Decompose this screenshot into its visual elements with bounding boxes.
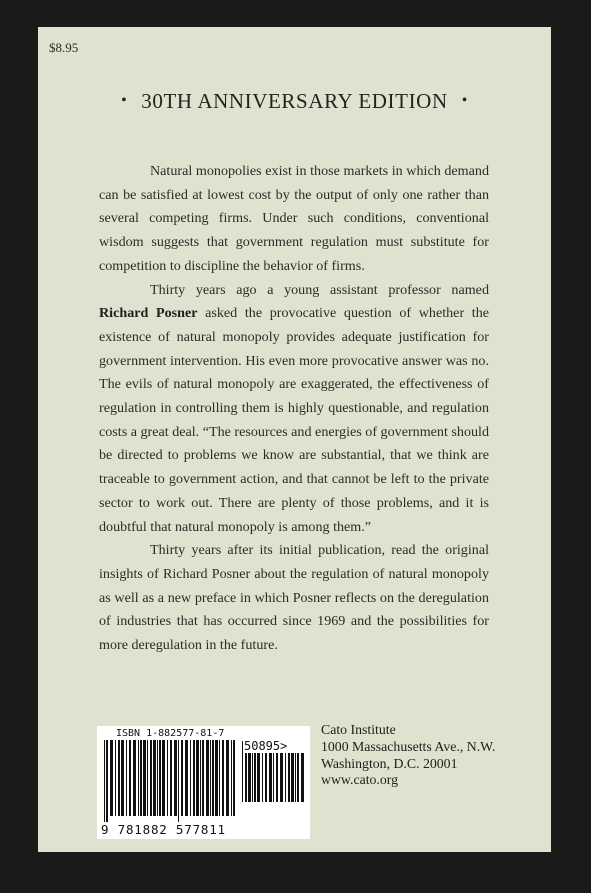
blurb-paragraph-2 bbox=[99, 279, 489, 540]
barcode-bar bbox=[138, 740, 139, 816]
barcode-bar bbox=[106, 740, 108, 822]
barcode-bar bbox=[215, 740, 218, 816]
barcode-bar bbox=[185, 740, 188, 816]
paragraph-2-rest: asked the provocative question of whether the existence of natural monopoly provides adequate justification for government intervention. His even more provocative answer was no. The evils of natural monopoly are exaggerated, the effectiveness of regulation in controlling them is highly questionable, and regulation costs a great deal. “The resources and energies of government should be directed to problems we know are substantial, that we think are traceable to government action, and that cannot be left to the private sector to work out. There are plenty of those problems, and it is doubtful that natural monopoly is among them.” bbox=[99, 305, 490, 535]
barcode-bar bbox=[226, 740, 229, 816]
barcode-bar bbox=[212, 740, 214, 816]
barcode-bar bbox=[115, 740, 116, 816]
barcode-bar bbox=[233, 740, 235, 816]
edition-title: 30TH ANNIVERSARY EDITION bbox=[141, 89, 448, 113]
barcode-bar bbox=[206, 740, 209, 816]
barcode-bar bbox=[167, 740, 168, 816]
barcode-bar bbox=[202, 740, 204, 816]
barcode-bar bbox=[110, 740, 113, 816]
barcode-bar bbox=[121, 740, 124, 816]
publisher-website: www.cato.org bbox=[321, 772, 399, 788]
publisher-name: Cato Institute bbox=[321, 722, 396, 737]
barcode-bar bbox=[143, 740, 146, 816]
barcode-bar bbox=[140, 740, 142, 816]
barcode-bar bbox=[210, 740, 211, 816]
barcode-bar bbox=[157, 740, 158, 816]
blurb bbox=[99, 160, 489, 658]
edition-heading bbox=[38, 89, 551, 114]
author-name: Richard Posner bbox=[99, 305, 198, 322]
barcode-bar bbox=[129, 740, 131, 816]
price-barcode-bars bbox=[242, 741, 304, 823]
paragraph-2-lead: Thirty years ago a young assistant professor named bbox=[150, 281, 489, 298]
bullet-right: • bbox=[461, 92, 468, 109]
barcode-bar bbox=[174, 740, 177, 816]
barcode-bar bbox=[133, 740, 136, 816]
barcode-bar bbox=[162, 740, 165, 816]
back-cover bbox=[38, 27, 551, 852]
publisher-street: 1000 Massachusetts Ave., N.W. bbox=[321, 738, 496, 754]
barcode-bar bbox=[242, 741, 243, 802]
barcode-bar bbox=[190, 740, 191, 816]
barcode-bar bbox=[181, 740, 183, 816]
publisher-city: Washington, D.C. 20001 bbox=[321, 755, 458, 771]
barcode-bar bbox=[222, 740, 224, 816]
barcode-bar bbox=[118, 740, 120, 816]
barcode-bar bbox=[150, 740, 152, 816]
isbn-barcode-block bbox=[97, 726, 310, 839]
barcode-bar bbox=[196, 740, 199, 816]
barcode-bar bbox=[200, 740, 201, 816]
bullet-left: • bbox=[121, 92, 128, 109]
blurb-paragraph-3: Thirty years after its initial publication, read the original insights of Richard Posner about the regulation of natural monopoly as well as a new preface in which Posner reflects on the deregulation of industries that has occurred since 1969 and the possibilities for more deregulation in the future. bbox=[99, 542, 489, 654]
barcode-bar bbox=[170, 740, 172, 816]
price-label: $8.95 bbox=[49, 40, 79, 55]
barcode-bar bbox=[159, 740, 161, 816]
barcode-bar bbox=[104, 740, 105, 822]
blurb-paragraph-1: Natural monopolies exist in those markets in which demand can be satisfied at lowest cost by the output of only one rather than several competing firms. Under such conditions, conventional wisdom suggests that government regulation must substitute for competition to discipline the behavior of firms. bbox=[99, 163, 489, 274]
ean-number: 9 781882 577811 bbox=[101, 822, 226, 837]
price-code: 50895> bbox=[244, 739, 306, 753]
barcode-bar bbox=[231, 740, 232, 816]
barcode-bar bbox=[219, 740, 220, 816]
barcode-bar bbox=[147, 740, 148, 816]
isbn-text: ISBN 1-882577-81-7 bbox=[116, 728, 225, 739]
publisher-address bbox=[321, 722, 495, 789]
ean-barcode-bars bbox=[104, 740, 235, 822]
barcode-bar bbox=[153, 740, 156, 816]
barcode-bar bbox=[178, 740, 179, 822]
barcode-bar bbox=[193, 740, 195, 816]
barcode-bar bbox=[126, 740, 127, 816]
